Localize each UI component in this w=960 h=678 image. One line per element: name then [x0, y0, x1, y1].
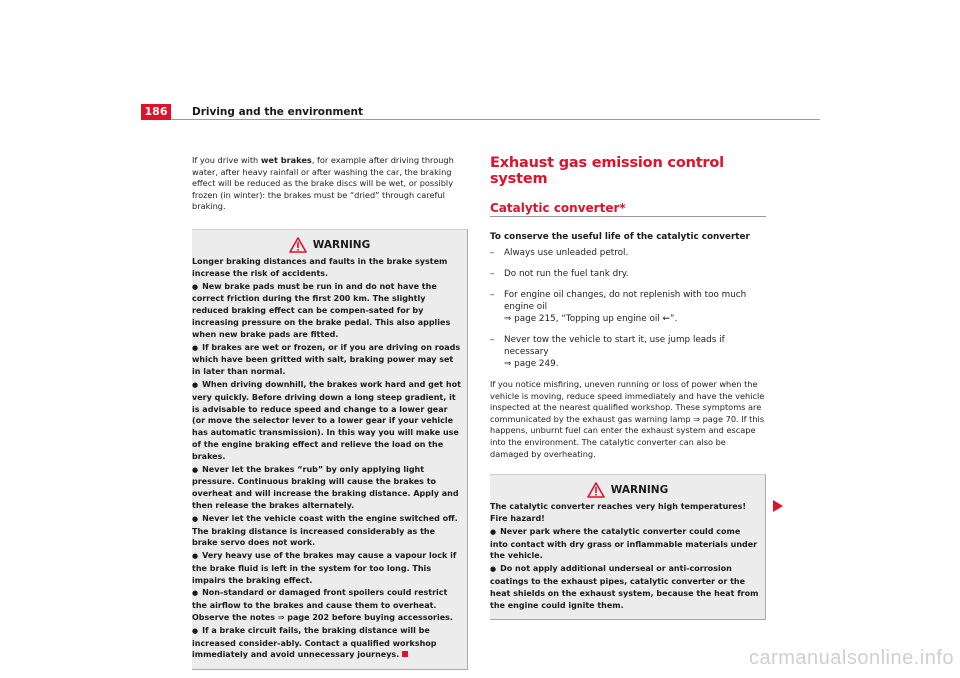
list-item: [490, 268, 766, 280]
warning-title: WARNING: [610, 484, 669, 497]
list-item: [490, 289, 766, 325]
intro-bold-term: wet brakes: [260, 155, 312, 165]
left-column: [192, 155, 468, 670]
list-item-text: For engine oil changes, do not replenish with too much engine oil: [504, 290, 747, 312]
warning-item: ● Do not apply additional underseal or anti-corrosion coatings to the exhaust pipes, catalytic converter or the heat shields on the exhaust system, because the heat from the engine could ignite them.: [490, 563, 759, 611]
warning-triangle-icon: [289, 237, 307, 253]
list-item-text: Do not run the fuel tank dry.: [504, 269, 629, 279]
list-item: [490, 247, 766, 259]
brakes-warning-box: [192, 229, 468, 670]
warning-header: [192, 230, 467, 252]
intro-text-start: If you drive with: [192, 155, 261, 165]
page-reference-link[interactable]: ⇒ page 249.: [504, 359, 559, 369]
list-item-text: Always use unleaded petrol.: [504, 248, 629, 258]
end-of-section-mark: [402, 651, 408, 657]
warning-item-text: If a brake circuit fails, the braking distance will be increased consider-ably. Contact a qualified workshop immediately and avoid unnecessary journeys.: [192, 625, 437, 660]
subsection-title: Catalytic converter*: [490, 201, 626, 215]
continue-arrow-icon: [773, 500, 783, 512]
right-column: [490, 155, 766, 620]
warning-item: ● If brakes are wet or frozen, or if you are driving on roads which have been gritted with salt, braking power may set in later than normal.: [192, 342, 461, 378]
warning-item: ● Very heavy use of the brakes may cause a vapour lock if the brake fluid is left in the system for too long. This impairs the braking effect.: [192, 550, 461, 586]
warning-body: [192, 252, 467, 669]
subtitle-rule: [490, 201, 766, 217]
catalytic-warning-box: [490, 474, 766, 620]
misfiring-paragraph: If you notice misfiring, uneven running or loss of power when the vehicle is moving, reduce speed immediately and have the vehicle inspected at the nearest qualified workshop. These symptoms are communicated by the exhaust gas warning lamp ⇒ page 70. If this happens, unburnt fuel can enter the exhaust system and escape into the environment. The catalytic converter can also be damaged by overheating.: [490, 379, 765, 459]
warning-item: ● New brake pads must be run in and do not have the correct friction during the first 200 km. The slightly reduced braking effect can be compen-sated for by increasing pressure on the brake pedal. This also applies when new brake pads are fitted.: [192, 281, 461, 341]
warning-lead: Longer braking distances and faults in the brake system increase the risk of accidents.: [192, 256, 448, 278]
warning-item: ● When driving downhill, the brakes work hard and get hot very quickly. Before driving down a long steep gradient, it is advisable to reduce speed and change to a lower gear (or move the selector lever to a lower gear if your vehicle has automatic transmission). In this way you will make use of the engine braking effect and relieve the load on the brakes.: [192, 379, 461, 463]
warning-header: [490, 475, 765, 497]
running-head: Driving and the environment: [192, 106, 364, 118]
list-item: [490, 334, 766, 370]
intro-text-end: , for example after driving through water, after heavy rainfall or after washing the car, the braking effect will be reduced as the brake discs will be wet, or possibly frozen (in winter): the brakes must be “dried” through careful braking.: [192, 155, 454, 212]
warning-item: ● Never park where the catalytic converter could come into contact with dry grass or inflammable materials under the vehicle.: [490, 526, 759, 562]
page-reference-link[interactable]: ⇒ page 215, “Topping up engine oil ⇜”.: [504, 314, 678, 324]
page-number: 186: [141, 104, 171, 120]
header-rule: [171, 119, 820, 120]
watermark: carmanualsonline.info: [748, 647, 954, 669]
warning-item: ● Never let the vehicle coast with the engine switched off. The braking distance is increased considerably as the brake servo does not work.: [192, 513, 461, 549]
tips-list: [490, 247, 766, 370]
section-title: Exhaust gas emission control system: [490, 155, 724, 187]
warning-title: WARNING: [312, 238, 371, 251]
warning-item-last: [192, 625, 461, 661]
list-heading: To conserve the useful life of the catalytic converter: [490, 232, 750, 242]
warning-triangle-icon: [587, 482, 605, 498]
list-item-text: Never tow the vehicle to start it, use jump leads if necessary: [504, 335, 725, 357]
warning-lead: The catalytic converter reaches very high temperatures! Fire hazard!: [490, 502, 747, 523]
warning-item: ● Never let the brakes “rub” by only applying light pressure. Continuous braking will cause the brakes to overheat and will increase the braking distance. Apply and then release the brakes alternately.: [192, 464, 461, 512]
wet-brakes-paragraph: [192, 155, 468, 213]
warning-item: ● Non-standard or damaged front spoilers could restrict the airflow to the brakes and cause them to overheat. Observe the notes ⇒ page 202 before buying accessories.: [192, 587, 461, 623]
warning-body: [490, 497, 765, 619]
